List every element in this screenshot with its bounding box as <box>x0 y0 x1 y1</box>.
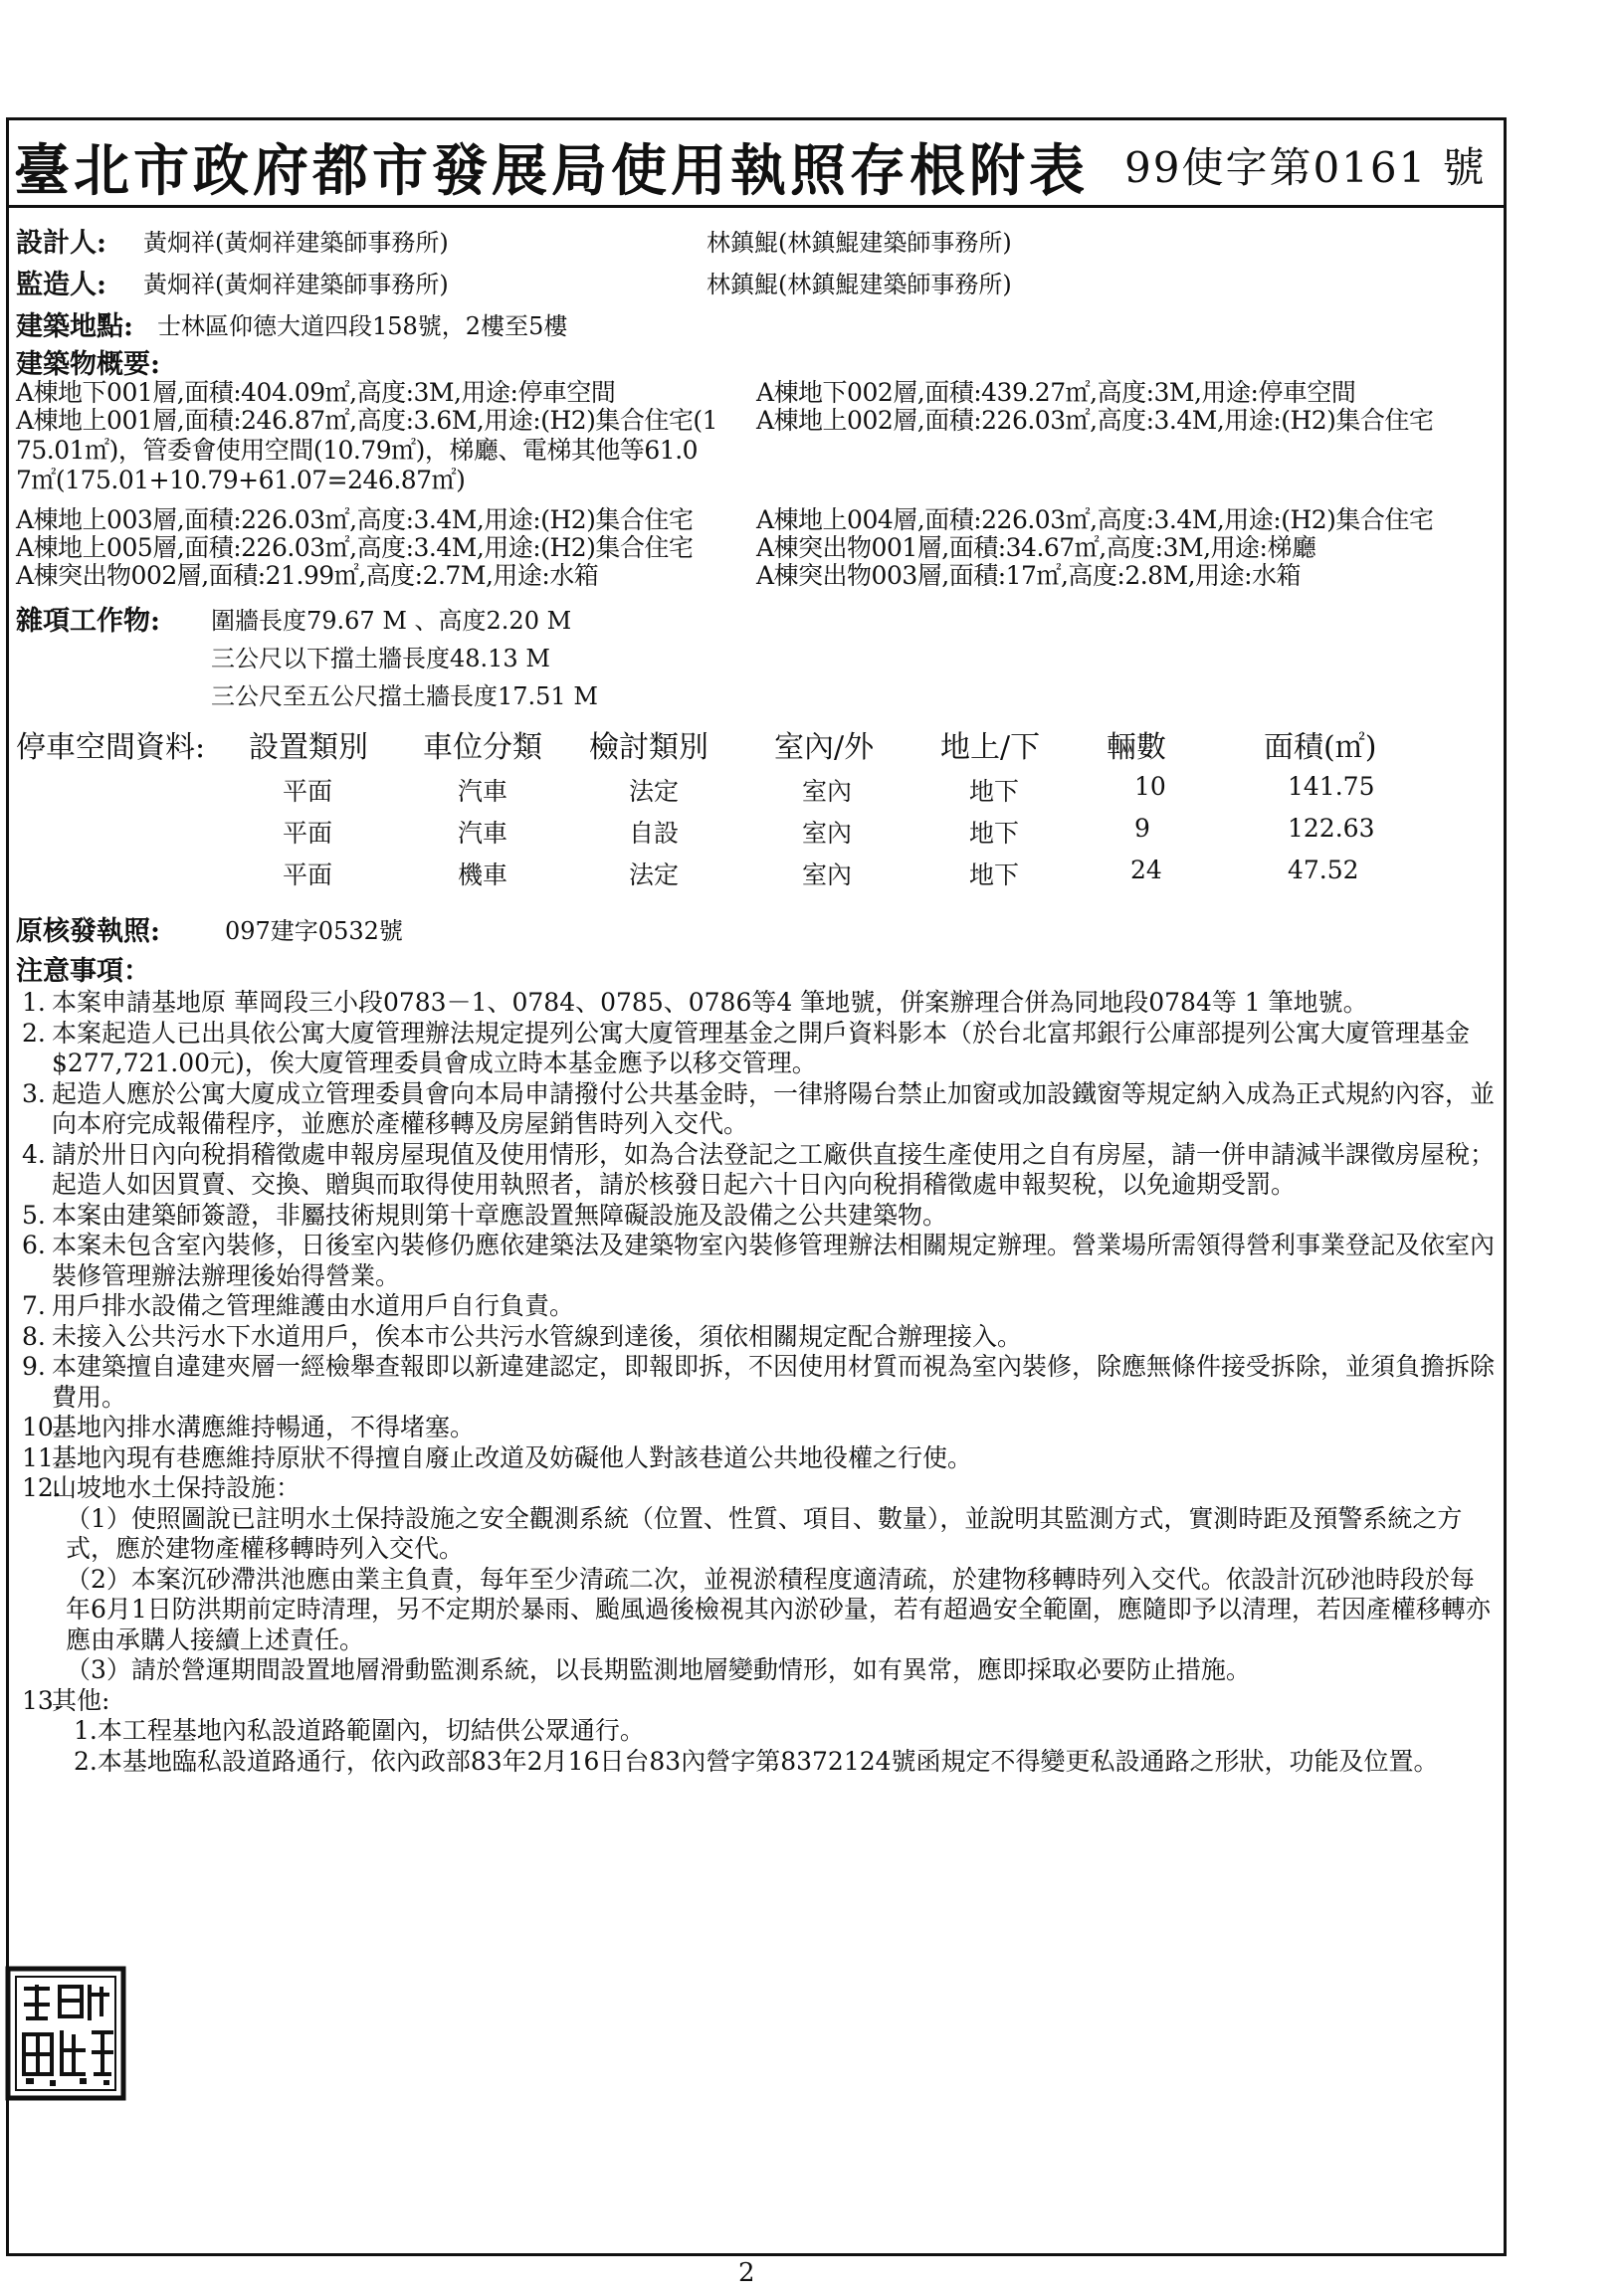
misc-item: 三公尺以下擋土牆長度48.13 M <box>211 645 550 672</box>
original-license-value: 097建字0532號 <box>225 917 403 945</box>
parking-cell: 47.52 <box>1288 856 1359 884</box>
overview-line: A棟地上001層,面積:246.87㎡,高度:3.6M,用途:(H2)集合住宅(1 <box>16 406 718 435</box>
note-item <box>22 1079 1495 1140</box>
misc-item: 三公尺至五公尺擋土牆長度17.51 M <box>211 682 598 710</box>
note-item <box>22 1352 1495 1413</box>
note-number: 3. <box>22 1078 46 1108</box>
notes-label: 注意事項： <box>16 956 150 987</box>
parking-cell: 室內 <box>802 861 853 889</box>
note-item <box>22 1413 1495 1443</box>
note-item <box>22 1322 1495 1353</box>
note-number: 4. <box>22 1139 46 1169</box>
note-number: 6. <box>22 1231 46 1259</box>
parking-cell: 室內 <box>802 819 853 848</box>
document-title: 臺北市政府都市發展局使用執照存根附表 <box>14 138 1089 204</box>
parking-cell: 機車 <box>458 861 508 889</box>
overview-line: A棟地上005層,面積:226.03㎡,高度:3.4M,用途:(H2)集合住宅 <box>16 533 694 562</box>
parking-cell: 平面 <box>283 819 333 848</box>
note-subitem: （3）請於營運期間設置地層滑動監測系統，以長期監測地層變動情形，如有異常，應即採取必要防止措施。 <box>66 1655 1251 1684</box>
note-subitem: （1）使照圖說已註明水土保持設施之安全觀測系統（位置、性質、項目、數量），並說明其監測方式，實測時距及預警系統之方式，應於建物產權移轉時列入交代。 <box>66 1503 1463 1563</box>
parking-header: 輛數 <box>1107 730 1166 765</box>
parking-cell: 汽車 <box>458 819 508 848</box>
note-item <box>22 1686 1495 1717</box>
parking-cell: 地下 <box>969 861 1020 889</box>
site-value: 士林區仰德大道四段158號，2樓至5樓 <box>157 312 568 340</box>
misc-label: 雜項工作物: <box>16 606 160 637</box>
parking-cell: 9 <box>1134 814 1150 843</box>
note-item <box>22 988 1495 1019</box>
parking-header: 設置類別 <box>249 730 368 765</box>
note-text: 基地內排水溝應維持暢通，不得堵塞。 <box>52 1413 476 1441</box>
note-text: 本案申請基地原 華岡段三小段0783－1、0784、0785、0786等4 筆地號，併案辦理合併為同地段0784等 1 筆地號。 <box>52 988 1368 1017</box>
misc-item: 圍牆長度79.67 M 、高度2.20 M <box>211 607 572 635</box>
note-subitem: 1.本工程基地內私設道路範圍內，切結供公眾通行。 <box>74 1716 645 1745</box>
note-item <box>22 1473 1495 1504</box>
note-text: 本案起造人已出具依公寓大廈管理辦法規定提列公寓大廈管理基金之開戶資料影本（於台北富邦銀行公庫部提列公寓大廈管理基金$277,721.00元)，俟大廈管理委員會成立時本基金應予以移交管理。 <box>52 1018 1471 1077</box>
note-number: 5. <box>22 1200 46 1230</box>
parking-cell: 法定 <box>629 861 680 889</box>
note-number: 7. <box>22 1291 46 1320</box>
note-number: 2. <box>22 1018 46 1048</box>
parking-header: 地上/下 <box>940 730 1041 765</box>
permit-number: 99使字第0161 號 <box>1124 143 1487 192</box>
overview-label: 建築物概要: <box>16 349 160 380</box>
parking-cell: 汽車 <box>458 777 508 806</box>
note-number: 1. <box>22 988 46 1017</box>
designer-label: 設計人: <box>16 228 106 259</box>
overview-line: A棟地上004層,面積:226.03㎡,高度:3.4M,用途:(H2)集合住宅 <box>756 505 1434 534</box>
note-text: 本案未包含室內裝修，日後室內裝修仍應依建築法及建築物室內裝修管理辦法相關規定辦理。營業場所需領得營利事業登記及依室內裝修管理辦法辦理後始得營業。 <box>52 1231 1496 1290</box>
note-number: 8. <box>22 1321 46 1351</box>
parking-cell: 24 <box>1130 856 1162 884</box>
official-seal-stamp <box>4 1965 127 2102</box>
parking-header: 車位分類 <box>423 730 542 765</box>
note-number: 13. <box>22 1685 62 1715</box>
parking-label: 停車空間資料: <box>16 730 206 765</box>
parking-header: 室內/外 <box>774 730 875 765</box>
page-number: 2 <box>738 2258 755 2288</box>
note-text: 用戶排水設備之管理維護由水道用戶自行負責。 <box>52 1291 575 1320</box>
note-text: 起造人應於公寓大廈成立管理委員會向本局申請撥付公共基金時，一律將陽台禁止加窗或加設鐵窗等規定納入成為正式規約內容，並向本府完成報備程序，並應於產權移轉及房屋銷售時列入交代。 <box>52 1078 1496 1138</box>
parking-cell: 地下 <box>969 819 1020 848</box>
overview-line: A棟地下002層,面積:439.27㎡,高度:3M,用途:停車空間 <box>756 378 1356 407</box>
note-number: 9. <box>22 1352 46 1381</box>
original-license-label: 原核發執照: <box>16 916 160 947</box>
site-label: 建築地點: <box>16 311 133 342</box>
note-number: 11. <box>22 1442 62 1472</box>
note-item <box>22 1019 1495 1079</box>
note-subitem: （2）本案沉砂滯洪池應由業主負責，每年至少清疏二次，並視淤積程度適清疏，於建物移轉時列入交代。依設計沉砂池時段於每年6月1日防洪期前定時清理，另不定期於暴雨、颱風過後檢視其內淤砂量，若有超過安全範圍，應隨即予以清理，若因產權移轉亦應由承購人接續上述責任。 <box>66 1564 1491 1654</box>
parking-cell: 地下 <box>969 777 1020 806</box>
parking-cell: 法定 <box>629 777 680 806</box>
note-item <box>22 1443 1495 1474</box>
parking-header: 面積(㎡) <box>1264 730 1377 765</box>
note-text: 山坡地水土保持設施： <box>52 1473 302 1502</box>
overview-line: 75.01㎡)，管委會使用空間(10.79㎡)，梯廳、電梯其他等61.0 <box>16 436 699 465</box>
parking-cell: 141.75 <box>1288 772 1375 801</box>
overview-line: A棟突出物001層,面積:34.67㎡,高度:3M,用途:梯廳 <box>756 533 1316 562</box>
supervisor-value-1: 黃炯祥(黃炯祥建築師事務所) <box>143 271 449 298</box>
note-number: 10. <box>22 1413 62 1441</box>
overview-line: A棟地上002層,面積:226.03㎡,高度:3.4M,用途:(H2)集合住宅 <box>756 406 1434 435</box>
overview-line: 7㎡(175.01+10.79+61.07=246.87㎡) <box>16 466 466 494</box>
overview-line: A棟突出物002層,面積:21.99㎡,高度:2.7M,用途:水箱 <box>16 561 599 590</box>
parking-cell: 10 <box>1134 772 1166 801</box>
parking-header: 檢討類別 <box>589 730 708 765</box>
parking-cell: 平面 <box>283 861 333 889</box>
overview-line: A棟地上003層,面積:226.03㎡,高度:3.4M,用途:(H2)集合住宅 <box>16 505 694 534</box>
parking-cell: 122.63 <box>1288 814 1375 843</box>
note-item <box>22 1201 1495 1232</box>
note-text: 未接入公共污水下水道用戶，俟本市公共污水管線到達後，須依相關規定配合辦理接入。 <box>52 1321 1023 1351</box>
parking-cell: 自設 <box>629 819 680 848</box>
designer-value-2: 林鎮鯤(林鎮鯤建築師事務所) <box>707 229 1012 257</box>
overview-line: A棟突出物003層,面積:17㎡,高度:2.8M,用途:水箱 <box>756 561 1302 590</box>
note-item <box>22 1231 1495 1291</box>
note-item <box>22 1291 1495 1322</box>
note-subitem: 2.本基地臨私設道路通行，依內政部83年2月16日台83內營字第8372124號函規定不得變更私設通路之形狀，功能及位置。 <box>74 1746 1439 1776</box>
notes-list <box>22 988 1495 1777</box>
designer-value-1: 黃炯祥(黃炯祥建築師事務所) <box>143 229 449 257</box>
note-item <box>22 1140 1495 1201</box>
supervisor-value-2: 林鎮鯤(林鎮鯤建築師事務所) <box>707 271 1012 298</box>
note-text: 本建築擅自違建夾層一經檢舉查報即以新違建認定，即報即拆，不因使用材質而視為室內裝修，除應無條件接受拆除，並須負擔拆除費用。 <box>52 1352 1496 1412</box>
parking-cell: 室內 <box>802 777 853 806</box>
note-text: 基地內現有巷應維持原狀不得擅自廢止改道及妨礙他人對該巷道公共地役權之行使。 <box>52 1442 973 1472</box>
note-text: 本案由建築師簽證，非屬技術規則第十章應設置無障礙設施及設備之公共建築物。 <box>52 1200 948 1230</box>
overview-line: A棟地下001層,面積:404.09㎡,高度:3M,用途:停車空間 <box>16 378 616 407</box>
note-text: 請於卅日內向稅捐稽徵處申報房屋現值及使用情形，如為合法登記之工廠供直接生產使用之自有房屋，請一併申請減半課徵房屋稅；起造人如因買賣、交換、贈與而取得使用執照者，請於核發日起六十日內向稅捐稽徵處申報契稅，以免逾期受罰。 <box>52 1139 1496 1199</box>
note-text: 其他: <box>52 1685 110 1715</box>
supervisor-label: 監造人: <box>16 270 106 300</box>
parking-cell: 平面 <box>283 777 333 806</box>
note-number: 12. <box>22 1473 62 1502</box>
